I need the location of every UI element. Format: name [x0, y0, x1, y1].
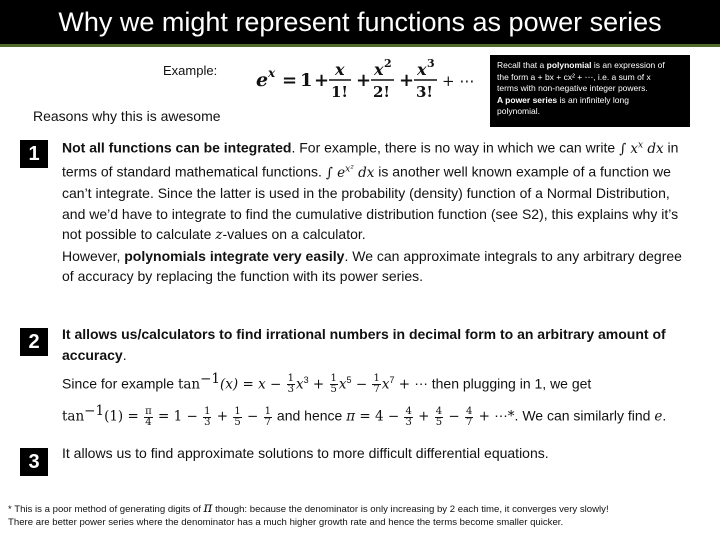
z-variable: z: [215, 227, 223, 243]
formula-tail: + ⋯: [442, 72, 475, 90]
reason-1-text1: . For example, there is no way in which we can write: [291, 139, 616, 156]
reason-3-number: 3: [20, 448, 48, 476]
formula-equals: =: [282, 70, 298, 91]
formula-term3-den: 3!: [416, 83, 434, 101]
footnote-line1-post: though: because the denominator is only increasing by 2 each time, it converges very slowly!: [212, 504, 609, 515]
reason-2-then: then plugging in 1, we get: [427, 375, 592, 392]
example-label: Example:: [163, 63, 218, 78]
formula-one: 1: [300, 70, 313, 91]
reasons-label: Reasons why this is awesome: [33, 108, 221, 124]
reason-1-text5: . We can approximate integrals to any arbitrary degree of accuracy by replacing the function with its power series.: [62, 247, 682, 284]
note-line1-pre: Recall that a: [497, 60, 547, 70]
formula-term1-num: x: [335, 60, 345, 79]
formula-term2-den: 2!: [373, 83, 391, 101]
note-power-series-bold: A power series: [497, 94, 558, 105]
exp-series-formula: [256, 52, 475, 111]
reason-1-number: 1: [20, 140, 48, 168]
note-line4-post: is an infinitely long: [557, 94, 629, 105]
reason-1-text3: is another well known example of a function we can’t integrate. Since the latter is used in the probability (density) function of a Normal Distribution, and we’d have to integrate to find the cumulative distribution function (see S2), this explains why it’s not possible to calculate: [62, 163, 679, 242]
reason-1-text: [62, 135, 692, 287]
formula-plus-1: +: [314, 70, 330, 91]
formula-lhs-e: e: [256, 69, 269, 91]
polynomial-note-box: [490, 55, 690, 127]
integral-e-x-squared: ∫ $e^{x^2}$ dx: [325, 164, 375, 181]
note-polynomial-bold: polynomial: [546, 60, 592, 70]
reason-1-text4: -values on a calculator.: [222, 226, 366, 242]
reason-2-bold-lead: It allows us/calculators to find irrational numbers in decimal form to an arbitrary amount of accuracy: [62, 326, 666, 363]
slide-title: Why we might represent functions as power series: [0, 0, 720, 44]
reason-2-and-hence: and hence: [273, 408, 347, 425]
reason-1-bold-poly: polynomials integrate very easily: [124, 247, 345, 264]
note-line3: terms with non-negative integer powers.: [497, 83, 648, 93]
footnote-line2: There are better power series where the denominator has a much higher growth rate and hence the terms become smaller quicker.: [8, 517, 564, 528]
reason-2-since: Since for example: [62, 375, 178, 392]
reason-2-text: It allows us/calculators to find irrational numbers in decimal form to an arbitrary amount of accuracy. Since for example $\tan^{-1}(x) = x$ − $\frac{1}{3}$ $x^3$ + $\frac{1}{5}$ $x^5$ − $\frac{1}{7}$ $x^7$ + ⋯ then plugging in 1, we get $\tan^{-1}(1)$ = $\frac{\pi}{4}$ = 1 − $\frac{1}{3}$ + $\frac{1}{5}$ − $\frac{1}{7}$ and hence π = 4 − $\frac{4}{3}$ + $\frac{4}{5}$ − $\frac{4}{7}$ + ⋯*. We can similarly find e.: [62, 326, 667, 428]
note-line1-post: is an expression of: [591, 60, 665, 70]
title-underline: [0, 44, 720, 47]
formula-plus-3: +: [399, 70, 415, 91]
integral-x-to-x: ∫ $x^x$ dx: [619, 140, 664, 157]
formula-term1-den: 1!: [331, 83, 349, 101]
formula-term2-num: x: [374, 60, 384, 79]
reason-1-text2: in terms of standard mathematical functions.: [62, 139, 679, 180]
formula-plus-2: +: [356, 70, 372, 91]
formula-term3-exp: 3: [427, 57, 435, 70]
note-line2: the form a + bx + cx² + ⋯, i.e. a sum of x: [497, 71, 651, 82]
formula-term3-num: x: [417, 60, 427, 79]
reason-1-bold-lead: Not all functions can be integrated: [62, 139, 292, 156]
reason-2-similar: . We can similarly find: [514, 408, 655, 425]
formula-term2-exp: 2: [384, 57, 392, 70]
footnote-line1-pre: * This is a poor method of generating digits of: [8, 504, 204, 515]
reason-3-text: It allows us to find approximate solutions to more difficult differential equations.: [62, 445, 549, 461]
formula-lhs-exp: x: [268, 66, 276, 80]
footnote-pi: π: [203, 500, 213, 516]
footnote: [8, 502, 716, 529]
note-line5: polynomial.: [497, 106, 540, 116]
reason-2-number: 2: [20, 328, 48, 356]
reason-1-however: However,: [62, 247, 125, 264]
